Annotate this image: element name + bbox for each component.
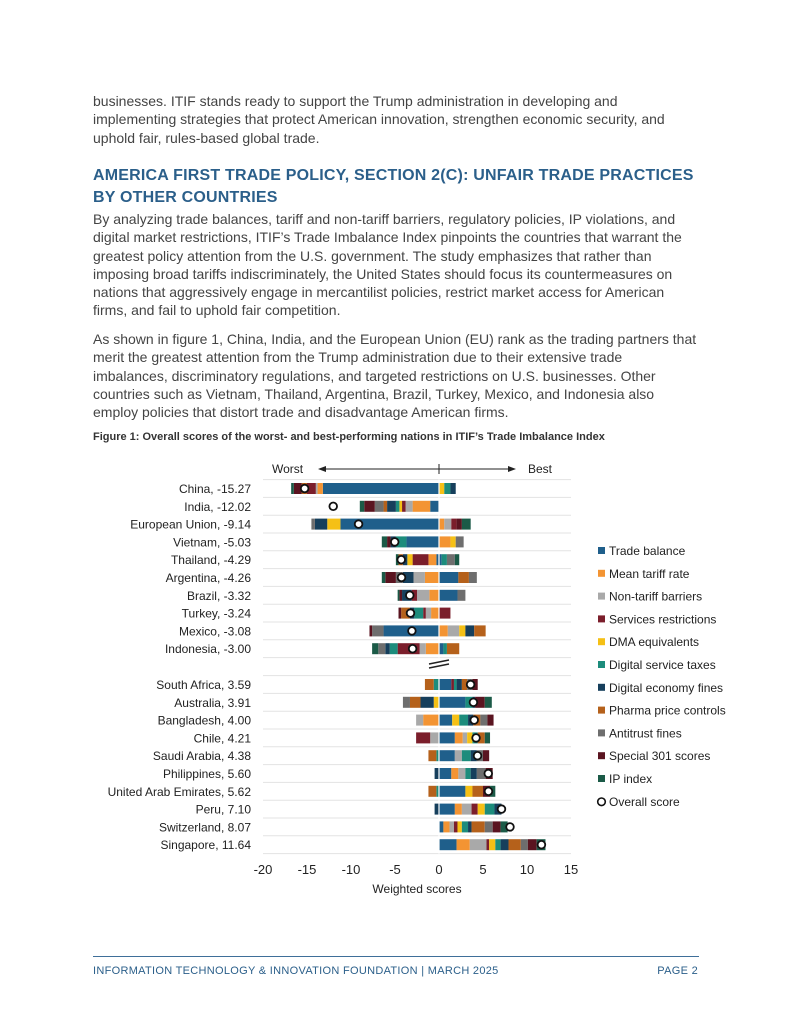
paragraph-2: As shown in figure 1, China, India, and the European Union (EU) rank as the trading partners that merit the greatest attention from the Trump administration due to their extensive trade imbalances, discriminatory regulations, and targeted restrictions on U.S. businesses. Other countries such as Vietnam, Thailand, Argentina, Brazil, Turkey, Mexico, and Indonesia also employ policies that distort trade and disadvantage American firms. <box>93 331 697 421</box>
bar-segment-digital-service-taxes <box>462 821 468 832</box>
country-label: South Africa, 3.59 <box>156 678 251 692</box>
country-label: Bangladesh, 4.00 <box>157 713 251 728</box>
bar-segment-trade-balance <box>439 643 443 654</box>
bar-segment-ip-index <box>462 519 471 530</box>
footer-left: INFORMATION TECHNOLOGY & INNOVATION FOUNDATION | MARCH 2025 <box>93 965 499 977</box>
section-heading: AMERICA FIRST TRADE POLICY, SECTION 2(C): UNFAIR TRADE PRACTICES BY OTHER COUNTRIES <box>93 167 694 206</box>
bar-segment-pharma-price-controls <box>425 679 434 690</box>
bar-segment-antitrust-fines <box>485 821 493 832</box>
x-tick-label: 0 <box>435 862 443 877</box>
x-tick-label: -5 <box>389 862 401 877</box>
arrow-left-head <box>318 466 326 472</box>
x-tick-label: -10 <box>341 862 361 877</box>
overall-score-marker <box>484 770 492 778</box>
bar-segment-digital-service-taxes <box>454 679 457 690</box>
bar-segment-pharma-price-controls <box>428 750 436 761</box>
bar-segment-digital-service-taxes <box>414 608 423 619</box>
bar-segment-dma-equivalents <box>450 536 455 547</box>
bar-segment-digital-economy-fines <box>435 804 439 815</box>
bar-segment-non-tariff-barriers <box>430 732 439 743</box>
bar-segment-digital-economy-fines <box>435 768 439 779</box>
bar-segment-non-tariff-barriers <box>458 768 465 779</box>
bar-segment-trade-balance <box>439 804 455 815</box>
bar-segment-digital-economy-fines <box>387 501 396 512</box>
bar-segment-non-tariff-barriers <box>406 501 413 512</box>
bar-segment-pharma-price-controls <box>474 625 485 636</box>
bar-segment-digital-service-taxes <box>459 715 468 726</box>
bar-segment-non-tariff-barriers <box>416 715 423 726</box>
bar-segment-dma-equivalents <box>452 715 459 726</box>
country-label: Indonesia, -3.00 <box>164 642 251 657</box>
bar-segment-trade-balance <box>439 715 452 726</box>
bar-segment-mean-tariff-rate <box>439 536 450 547</box>
bar-segment-non-tariff-barriers <box>417 590 429 601</box>
bar-segment-services-restrictions <box>487 839 490 850</box>
bar-segment-ip-index <box>382 572 386 583</box>
legend-swatch <box>598 547 605 554</box>
legend-item: Antitrust fines <box>609 726 682 741</box>
bar-segment-mean-tariff-rate <box>439 625 448 636</box>
bar-segment-services-restrictions <box>402 501 406 512</box>
overall-score-marker <box>391 538 399 546</box>
overall-score-marker <box>485 788 493 796</box>
x-tick-label: -20 <box>253 862 273 877</box>
overall-score-marker <box>408 627 416 635</box>
overall-score-marker <box>397 556 405 564</box>
axis-break-mark <box>429 660 449 664</box>
legend-item: Digital economy fines <box>609 680 724 695</box>
bar-segment-antitrust-fines <box>372 625 383 636</box>
bar-segment-special-301-scores <box>487 715 493 726</box>
bar-segment-mean-tariff-rate <box>457 839 470 850</box>
bar-segment-special-301-scores <box>369 625 372 636</box>
footer-rule <box>93 956 699 957</box>
legend-swatch <box>598 661 605 668</box>
bar-segment-ip-index <box>382 536 387 547</box>
axis-break-mark <box>429 664 449 668</box>
bar-segment-non-tariff-barriers <box>470 839 487 850</box>
x-axis-label: Weighted scores <box>372 882 462 896</box>
overall-score-marker <box>470 716 478 724</box>
bar-segment-mean-tariff-rate <box>429 590 439 601</box>
bar-segment-mean-tariff-rate <box>439 519 444 530</box>
country-label: Peru, 7.10 <box>195 802 251 817</box>
bar-segment-non-tariff-barriers <box>448 625 459 636</box>
bar-segment-trade-balance <box>430 501 439 512</box>
bar-segment-non-tariff-barriers <box>316 483 318 494</box>
overall-score-marker <box>470 699 478 707</box>
bar-segment-mean-tariff-rate <box>425 572 439 583</box>
figure-title: Figure 1: Overall scores of the worst- and best-performing nations in ITIF’s Trade Imbalance Index <box>93 431 605 443</box>
bar-segment-special-301-scores <box>385 572 396 583</box>
bar-segment-non-tariff-barriers <box>463 732 467 743</box>
country-label: Singapore, 11.64 <box>160 838 251 853</box>
bar-segment-non-tariff-barriers <box>420 643 426 654</box>
bar-segment-trade-balance <box>439 732 455 743</box>
bar-segment-pharma-price-controls <box>410 697 421 708</box>
country-label: Switzerland, 8.07 <box>158 820 251 835</box>
bar-segment-digital-service-taxes <box>465 768 470 779</box>
bar-segment-antitrust-fines <box>521 839 528 850</box>
overall-score-marker <box>301 485 309 493</box>
bar-segment-digital-service-taxes <box>495 839 500 850</box>
country-label: European Union, -9.14 <box>130 517 251 532</box>
country-label: Brazil, -3.32 <box>186 588 251 603</box>
x-tick-label: 15 <box>563 862 579 877</box>
bar-segment-mean-tariff-rate <box>455 732 463 743</box>
x-tick-label: 5 <box>479 862 487 877</box>
overall-score-marker <box>406 592 414 600</box>
country-label: Australia, 3.91 <box>174 695 251 710</box>
bar-segment-trade-balance <box>406 536 439 547</box>
country-label: Thailand, -4.29 <box>170 553 251 568</box>
overall-score-marker <box>398 574 406 582</box>
bar-segment-special-301-scores <box>528 839 537 850</box>
bar-segment-digital-service-taxes <box>443 643 447 654</box>
worst-label: Worst <box>272 462 304 476</box>
bar-segment-services-restrictions <box>451 519 456 530</box>
bar-segment-ip-index <box>291 483 294 494</box>
bar-segment-special-301-scores <box>399 608 402 619</box>
bar-segment-dma-equivalents <box>457 821 461 832</box>
bar-segment-pharma-price-controls <box>472 786 483 797</box>
arrow-right-head <box>508 466 516 472</box>
bar-segment-digital-economy-fines <box>471 768 477 779</box>
bar-segment-trade-balance <box>323 483 439 494</box>
bar-segment-non-tariff-barriers <box>450 821 454 832</box>
bar-segment-services-restrictions <box>423 608 426 619</box>
legend-item: Overall score <box>609 794 680 809</box>
country-label: Saudi Arabia, 4.38 <box>152 749 251 764</box>
bar-segment-mean-tariff-rate <box>443 821 449 832</box>
bar-segment-digital-economy-fines <box>465 625 474 636</box>
bar-segment-antitrust-fines <box>469 572 477 583</box>
bar-segment-digital-service-taxes <box>434 679 439 690</box>
intro-paragraph: businesses. ITIF stands ready to support the Trump administration in developing and implementing strategies that protect American innovation, strengthen economic security, and uphold fair, rules-based global trade. <box>93 93 665 146</box>
legend-swatch <box>598 775 605 782</box>
bar-segment-dma-equivalents <box>459 625 465 636</box>
legend-item: Trade balance <box>609 544 686 558</box>
bar-segment-non-tariff-barriers <box>413 572 424 583</box>
bar-segment-digital-economy-fines <box>501 839 509 850</box>
overall-score-marker <box>472 734 480 742</box>
country-label: Argentina, -4.26 <box>165 571 251 585</box>
bar-segment-services-restrictions <box>439 608 450 619</box>
bar-segment-mean-tariff-rate <box>426 643 439 654</box>
bar-segment-digital-economy-fines <box>315 519 327 530</box>
country-label: Chile, 4.21 <box>193 731 251 746</box>
bar-segment-trade-balance <box>439 679 451 690</box>
bar-segment-ip-index <box>360 501 364 512</box>
bar-segment-antitrust-fines <box>403 697 410 708</box>
legend-item: Digital service taxes <box>609 658 716 672</box>
legend-item: Mean tariff rate <box>609 566 690 581</box>
bar-segment-special-301-scores <box>457 519 462 530</box>
bar-segment-mean-tariff-rate <box>455 804 462 815</box>
bar-segment-digital-economy-fines <box>468 821 472 832</box>
legend-overall-marker <box>598 798 606 806</box>
legend-item: Pharma price controls <box>609 703 726 718</box>
bar-segment-trade-balance <box>439 572 458 583</box>
legend-swatch <box>598 593 605 600</box>
bar-segment-ip-index <box>455 554 459 565</box>
legend-swatch <box>598 684 605 691</box>
paragraph-1: By analyzing trade balances, tariff and non-tariff barriers, regulatory policies, IP violations, and digital market restrictions, ITIF’s Trade Imbalance Index pinpoints the countries that warrant the greatest policy attention from the U.S. government. The study emphasizes that rather than imposing broad tariffs indiscriminately, the United States should focus its countermeasures on nations that aggressively engage in mercantilist policies, restrict market access for American firms, and fail to uphold fair competition. <box>93 211 682 319</box>
bar-segment-services-restrictions <box>454 821 458 832</box>
bar-segment-pharma-price-controls <box>384 501 388 512</box>
overall-score-marker <box>467 681 475 689</box>
bar-segment-trade-balance <box>439 697 465 708</box>
bar-segment-pharma-price-controls <box>428 786 436 797</box>
country-label: Philippines, 5.60 <box>162 767 251 781</box>
country-label: Turkey, -3.24 <box>181 606 251 621</box>
legend-item: DMA equivalents <box>609 635 700 650</box>
overall-score-marker <box>474 752 482 760</box>
bar-segment-digital-service-taxes <box>444 483 450 494</box>
bar-segment-digital-service-taxes <box>442 554 447 565</box>
bar-segment-antitrust-fines <box>456 536 464 547</box>
bar-segment-pharma-price-controls <box>458 572 469 583</box>
bar-segment-ip-index <box>485 732 490 743</box>
bar-segment-mean-tariff-rate <box>428 554 436 565</box>
bar-segment-digital-economy-fines <box>457 679 462 690</box>
bar-segment-digital-service-taxes <box>390 643 398 654</box>
bar-segment-antitrust-fines <box>311 519 315 530</box>
best-label: Best <box>528 462 553 476</box>
country-label: Vietnam, -5.03 <box>173 535 251 550</box>
bar-segment-services-restrictions <box>413 554 429 565</box>
overall-score-marker <box>538 841 546 849</box>
x-tick-label: 10 <box>519 862 535 877</box>
bar-segment-antitrust-fines <box>447 554 455 565</box>
overall-score-marker <box>409 645 417 653</box>
legend-item: Special 301 scores <box>609 749 711 764</box>
bar-segment-special-301-scores <box>399 590 402 601</box>
country-label: China, -15.27 <box>178 482 251 496</box>
bar-segment-ip-index <box>485 697 492 708</box>
bar-segment-services-restrictions <box>416 732 430 743</box>
bar-segment-non-tariff-barriers <box>444 519 451 530</box>
bar-segment-digital-service-taxes <box>485 804 495 815</box>
legend-swatch <box>598 729 605 736</box>
bar-segment-digital-economy-fines <box>421 697 434 708</box>
bar-segment-special-301-scores <box>364 501 375 512</box>
bar-segment-pharma-price-controls <box>472 821 485 832</box>
bar-segment-trade-balance <box>439 590 457 601</box>
bar-segment-mean-tariff-rate <box>413 501 431 512</box>
overall-score-marker <box>498 805 506 813</box>
bar-segment-trade-balance <box>439 821 443 832</box>
legend-swatch <box>598 570 605 577</box>
legend-item: Services restrictions <box>609 612 717 627</box>
bar-segment-dma-equivalents <box>327 519 340 530</box>
bar-segment-dma-equivalents <box>489 839 495 850</box>
overall-score-marker <box>329 503 337 511</box>
bar-segment-dma-equivalents <box>465 786 472 797</box>
bar-segment-non-tariff-barriers <box>455 750 462 761</box>
bar-segment-dma-equivalents <box>399 501 402 512</box>
bar-segment-ip-index <box>398 590 400 601</box>
bar-segment-digital-service-taxes <box>396 501 400 512</box>
bar-segment-trade-balance <box>439 786 465 797</box>
bar-segment-special-301-scores <box>483 750 489 761</box>
bar-segment-mean-tariff-rate <box>423 715 439 726</box>
bar-segment-trade-balance <box>439 768 451 779</box>
bar-segment-special-301-scores <box>493 821 501 832</box>
country-label: United Arab Emirates, 5.62 <box>107 784 251 799</box>
bar-segment-dma-equivalents <box>478 804 485 815</box>
bar-segment-digital-economy-fines <box>450 483 455 494</box>
legend-swatch <box>598 638 605 645</box>
bar-segment-trade-balance <box>439 839 457 850</box>
footer-page-number: PAGE 2 <box>657 965 698 977</box>
bar-segment-services-restrictions <box>451 679 454 690</box>
bar-segment-digital-service-taxes <box>462 750 471 761</box>
legend-swatch <box>598 707 605 714</box>
bar-segment-ip-index <box>372 643 378 654</box>
bar-segment-antitrust-fines <box>375 501 384 512</box>
legend-swatch <box>598 615 605 622</box>
bar-segment-antitrust-fines <box>378 643 385 654</box>
overall-score-marker <box>506 823 514 831</box>
bar-segment-dma-equivalents <box>434 697 439 708</box>
bar-segment-non-tariff-barriers <box>426 608 431 619</box>
bar-segment-dma-equivalents <box>439 483 444 494</box>
x-tick-label: -15 <box>297 862 317 877</box>
trade-imbalance-chart <box>0 455 791 905</box>
country-label: Mexico, -3.08 <box>178 624 251 639</box>
bar-segment-antitrust-fines <box>480 715 487 726</box>
bar-segment-mean-tariff-rate <box>431 608 439 619</box>
bar-segment-digital-economy-fines <box>385 643 389 654</box>
overall-score-marker <box>407 609 415 617</box>
bar-segment-antitrust-fines <box>457 590 465 601</box>
bar-segment-mean-tariff-rate <box>451 768 458 779</box>
bar-segment-services-restrictions <box>472 804 478 815</box>
bar-segment-non-tariff-barriers <box>462 804 472 815</box>
country-label: India, -12.02 <box>184 499 251 514</box>
bar-segment-trade-balance <box>439 750 455 761</box>
overall-score-marker <box>355 520 363 528</box>
bar-segment-pharma-price-controls <box>509 839 521 850</box>
bar-segment-mean-tariff-rate <box>318 483 323 494</box>
legend-item: Non-tariff barriers <box>609 589 703 604</box>
bar-segment-dma-equivalents <box>407 554 412 565</box>
legend-swatch <box>598 752 605 759</box>
bar-segment-pharma-price-controls <box>447 643 459 654</box>
legend-item: IP index <box>609 772 653 786</box>
